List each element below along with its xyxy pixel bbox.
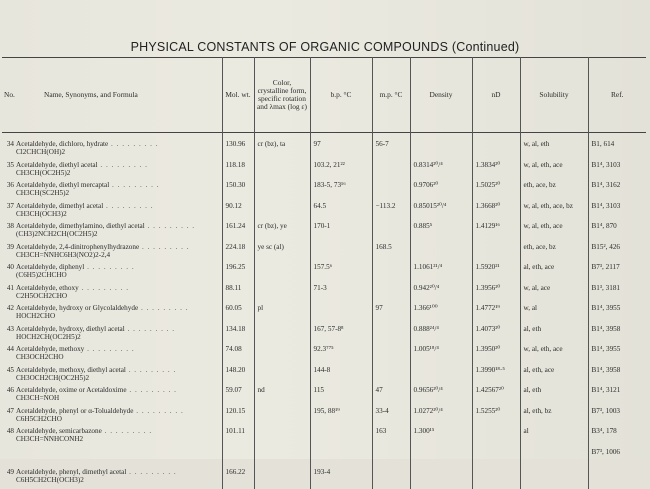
name-cell: [2, 427, 222, 448]
mp-cell: [372, 468, 410, 489]
table-row: [2, 386, 646, 407]
solubility-cell: [520, 448, 588, 469]
header-name-label: Name, Synonyms, and Formula: [44, 89, 138, 99]
name-cell: [2, 263, 222, 284]
solubility-cell: al, eth, ace: [520, 366, 588, 387]
compound-name: Acetaldehyde, phenyl or α-Tolualdehyde: [16, 406, 134, 415]
row-number: 43: [6, 324, 14, 333]
compound-formula: CH3CH=NNHCONH2: [16, 435, 84, 443]
compound-name: Acetaldehyde, 2,4-dinitrophenylhydrazone: [16, 242, 140, 251]
table-row: [2, 161, 646, 182]
bp-cell: 193-4: [310, 468, 372, 489]
solubility-cell: w, al, eth, ace: [520, 345, 588, 366]
table-row: [2, 222, 646, 243]
table-row: [2, 468, 646, 489]
density-cell: [410, 243, 472, 264]
mp-cell: [372, 284, 410, 305]
name-line: [4, 448, 220, 456]
color-cell: [254, 181, 310, 202]
nd-cell: 1.42567²⁰: [472, 386, 520, 407]
name-cell: [2, 366, 222, 387]
solubility-cell: eth, ace, bz: [520, 181, 588, 202]
name-line: [4, 468, 220, 476]
density-cell: 0.9706²⁰: [410, 181, 472, 202]
ref-cell: B1, 614: [588, 140, 646, 161]
leader-dots: . . . . . . . . .: [138, 304, 189, 312]
name-line: [4, 181, 220, 189]
nd-cell: 1.5025²⁰: [472, 181, 520, 202]
density-cell: [410, 468, 472, 489]
name-cell: [2, 284, 222, 305]
compound-formula: HOCH2CHO: [16, 312, 56, 320]
color-cell: [254, 468, 310, 489]
bp-cell: 157.5⁶: [310, 263, 372, 284]
ref-cell: B1⁴, 3958: [588, 366, 646, 387]
mp-cell: 168.5: [372, 243, 410, 264]
compound-name: Acetaldehyde, dichloro, hydrate: [16, 140, 109, 148]
ref-cell: B1⁴, 870: [588, 222, 646, 243]
nd-cell: 1.3956²⁰: [472, 284, 520, 305]
header-mol: Mol. wt.: [222, 58, 254, 133]
density-cell: [410, 140, 472, 161]
nd-cell: 1.3668²⁰: [472, 202, 520, 223]
mol-wt-cell: 101.11: [222, 427, 254, 448]
name-line: [4, 140, 220, 148]
ref-cell: B1⁴, 3103: [588, 161, 646, 182]
compound-formula: Cl2CHCH(OH)2: [16, 148, 66, 156]
solubility-cell: w, al, eth, ace, bz: [520, 202, 588, 223]
name-line: [4, 366, 220, 374]
compound-formula: (C6H5)2CHCHO: [16, 271, 67, 279]
name-cell: [2, 407, 222, 428]
compound-name: Acetaldehyde, dimethylamino, diethyl acetal: [16, 222, 145, 230]
mol-wt-cell: 224.18: [222, 243, 254, 264]
ref-cell: B1⁴, 3955: [588, 345, 646, 366]
ref-cell: [588, 468, 646, 489]
ref-cell: B7³, 1003: [588, 407, 646, 428]
name-line: [4, 263, 220, 271]
name-line: [4, 304, 220, 312]
color-cell: nd: [254, 386, 310, 407]
name-cell: [2, 325, 222, 346]
table-body: [2, 133, 646, 489]
color-cell: [254, 366, 310, 387]
compound-name: Acetaldehyde, dimethyl acetal: [16, 201, 104, 210]
compound-name: Acetaldehyde, diethyl acetal: [16, 160, 98, 169]
mp-cell: 56-7: [372, 140, 410, 161]
nd-cell: 1.4073²⁰: [472, 325, 520, 346]
density-cell: 0.888²⁴/⁴: [410, 325, 472, 346]
leader-dots: . . . . . . . . .: [84, 263, 135, 271]
mp-cell: −113.2: [372, 202, 410, 223]
mol-wt-cell: 166.22: [222, 468, 254, 489]
bp-cell: 103.2, 21²²: [310, 161, 372, 182]
nd-cell: 1.3950²⁰: [472, 345, 520, 366]
row-number: 38: [6, 222, 14, 230]
color-cell: [254, 263, 310, 284]
name-cell: [2, 161, 222, 182]
mp-cell: [372, 181, 410, 202]
mol-wt-cell: 88.11: [222, 284, 254, 305]
row-number: 49: [6, 468, 14, 476]
name-cell: [2, 468, 222, 489]
row-number: 37: [6, 201, 14, 210]
bp-cell: 97: [310, 140, 372, 161]
leader-dots: . . . . . . . . .: [109, 181, 160, 189]
row-number: 40: [6, 263, 14, 271]
leader-dots: . . . . . . . . .: [78, 283, 130, 292]
name-cell: [2, 448, 222, 469]
name-cell: [2, 222, 222, 243]
compound-formula: C2H5OCH2CHO: [16, 291, 68, 300]
ref-cell: B7³, 2117: [588, 263, 646, 284]
mol-wt-cell: 148.20: [222, 366, 254, 387]
mp-cell: [372, 325, 410, 346]
leader-dots: . . . . . . . . .: [103, 201, 154, 210]
solubility-cell: w, al, eth, ace: [520, 222, 588, 243]
row-number: 45: [6, 365, 14, 374]
table-row: [2, 140, 646, 161]
nd-cell: [472, 448, 520, 469]
leader-dots: . . . . . . . . .: [126, 468, 177, 476]
mol-wt-cell: 150.30: [222, 181, 254, 202]
name-cell: [2, 202, 222, 223]
mp-cell: 97: [372, 304, 410, 325]
compound-formula: C6H5CH2CH(OCH3)2: [16, 476, 84, 484]
density-cell: 1.366¹⁰⁰: [410, 304, 472, 325]
row-number: 34: [6, 140, 14, 148]
compound-formula: (CH3)2NCH2CH(OC2H5)2: [16, 230, 98, 238]
header-mp: m.p. °C: [372, 58, 410, 133]
nd-cell: [472, 243, 520, 264]
leader-dots: . . . . . . . . .: [126, 386, 177, 394]
solubility-cell: w, al, ace: [520, 284, 588, 305]
compound-formula: CH3CH(OCH3)2: [16, 209, 67, 218]
name-cell: [2, 345, 222, 366]
bp-cell: 64.5: [310, 202, 372, 223]
nd-cell: 1.5255²⁰: [472, 407, 520, 428]
density-cell: 1.1061²¹/⁴: [410, 263, 472, 284]
mp-cell: 47: [372, 386, 410, 407]
name-line: [4, 202, 220, 210]
row-number: 47: [6, 406, 14, 415]
name-cell: [2, 243, 222, 264]
mp-cell: [372, 222, 410, 243]
name-line: [4, 407, 220, 415]
density-cell: 0.9656²⁰/⁴: [410, 386, 472, 407]
name-line: [4, 345, 220, 353]
header-density: Density: [410, 58, 472, 133]
compound-name: Acetaldehyde, phenyl, dimethyl acetal: [16, 468, 127, 476]
compound-name: Acetaldehyde, methoxy: [16, 345, 85, 353]
table-row: [2, 366, 646, 387]
bp-cell: [310, 448, 372, 469]
bp-cell: [310, 427, 372, 448]
row-number: 41: [6, 283, 14, 292]
name-cell: [2, 304, 222, 325]
color-cell: ye sc (al): [254, 243, 310, 264]
row-number: 44: [6, 345, 14, 353]
solubility-cell: al: [520, 427, 588, 448]
ref-cell: B1⁴, 3103: [588, 202, 646, 223]
color-cell: [254, 427, 310, 448]
compound-name: Acetaldehyde, semicarbazone: [16, 427, 102, 435]
bp-cell: 115: [310, 386, 372, 407]
bp-cell: 170-1: [310, 222, 372, 243]
name-line: [4, 161, 220, 169]
leader-dots: . . . . . . . . .: [133, 406, 184, 415]
color-cell: pl: [254, 304, 310, 325]
name-line: [4, 427, 220, 435]
row-number: 35: [6, 160, 14, 169]
mol-wt-cell: 60.05: [222, 304, 254, 325]
mp-cell: [372, 263, 410, 284]
nd-cell: [472, 468, 520, 489]
ref-cell: B15², 426: [588, 243, 646, 264]
table-row: [2, 284, 646, 305]
solubility-cell: w, al: [520, 304, 588, 325]
solubility-cell: al, eth: [520, 386, 588, 407]
leader-dots: . . . . . . . . .: [144, 222, 196, 230]
ref-cell: B1³, 3181: [588, 284, 646, 305]
table-row: [2, 448, 646, 469]
row-number: 36: [6, 181, 14, 189]
mol-wt-cell: 118.18: [222, 161, 254, 182]
table-row: [2, 263, 646, 284]
mol-wt-cell: [222, 448, 254, 469]
mp-cell: 163: [372, 427, 410, 448]
compound-formula: HOCH2CH(OC2H5)2: [16, 332, 81, 341]
name-line: [4, 386, 220, 394]
leader-dots: . . . . . . . . .: [97, 160, 148, 169]
compound-formula: CH3OCH2CHO: [16, 353, 64, 361]
compound-name: Acetaldehyde, oxime or Acetaldoxime: [16, 386, 127, 394]
row-number: 39: [6, 242, 14, 251]
compound-formula: CH3CH(OC2H5)2: [16, 168, 71, 177]
nd-cell: 1.5920²¹: [472, 263, 520, 284]
density-cell: 1.005¹⁸/⁴: [410, 345, 472, 366]
name-line: [4, 284, 220, 292]
density-cell: 1.0272²⁰/⁴: [410, 407, 472, 428]
name-line: [4, 325, 220, 333]
table-row: [2, 304, 646, 325]
density-cell: 1.300¹⁵: [410, 427, 472, 448]
compound-name: Acetaldehyde, diphenyl: [16, 263, 85, 271]
mol-wt-cell: 59.07: [222, 386, 254, 407]
name-line: [4, 243, 220, 251]
leader-dots: . . . . . . . . .: [101, 427, 153, 435]
table-row: [2, 243, 646, 264]
density-cell: 0.885⁵: [410, 222, 472, 243]
compound-name: Acetaldehyde, methoxy, diethyl acetal: [16, 365, 126, 374]
density-cell: 0.85015²⁰/⁴: [410, 202, 472, 223]
nd-cell: 1.3990¹⁸·⁵: [472, 366, 520, 387]
solubility-cell: eth, ace, bz: [520, 243, 588, 264]
row-number: 46: [6, 386, 14, 394]
table-row: [2, 407, 646, 428]
page-title: PHYSICAL CONSTANTS OF ORGANIC COMPOUNDS (Continued): [130, 40, 520, 54]
color-cell: [254, 325, 310, 346]
color-cell: [254, 284, 310, 305]
bp-cell: 92.3⁷⁷⁵: [310, 345, 372, 366]
mol-wt-cell: 134.18: [222, 325, 254, 346]
leader-dots: . . . . . . . . .: [108, 140, 159, 148]
ref-cell: B3⁴, 178: [588, 427, 646, 448]
mol-wt-cell: 120.15: [222, 407, 254, 428]
nd-cell: 1.3834²⁰: [472, 161, 520, 182]
solubility-cell: al, eth, bz: [520, 407, 588, 428]
mp-cell: [372, 448, 410, 469]
mp-cell: [372, 345, 410, 366]
compound-formula: CH3CH=NOH: [16, 394, 60, 402]
table-row: [2, 325, 646, 346]
mol-wt-cell: 74.08: [222, 345, 254, 366]
mol-wt-cell: 90.12: [222, 202, 254, 223]
color-cell: [254, 448, 310, 469]
ref-cell: B1⁴, 3958: [588, 325, 646, 346]
table-row: [2, 202, 646, 223]
bp-cell: 183-5, 73¹⁶: [310, 181, 372, 202]
color-cell: [254, 202, 310, 223]
header-color: Color, crystalline form, specific rotation and λmax (log ε): [254, 58, 310, 133]
name-cell: [2, 181, 222, 202]
density-cell: [410, 366, 472, 387]
mol-wt-cell: 196.25: [222, 263, 254, 284]
compound-name: Acetaldehyde, hydroxy, diethyl acetal: [16, 324, 125, 333]
mp-cell: 33-4: [372, 407, 410, 428]
compound-name: Acetaldehyde, ethoxy: [16, 283, 79, 292]
density-cell: 0.8314²⁰/⁴: [410, 161, 472, 182]
header-row: [2, 58, 646, 133]
header-no: No.: [4, 89, 15, 99]
bp-cell: 71-3: [310, 284, 372, 305]
table-row: [2, 427, 646, 448]
row-number: 48: [6, 427, 14, 435]
color-cell: [254, 161, 310, 182]
header-nd: nD: [472, 58, 520, 133]
solubility-cell: al, eth: [520, 325, 588, 346]
mol-wt-cell: 161.24: [222, 222, 254, 243]
ref-cell: B1⁴, 3121: [588, 386, 646, 407]
color-cell: cr (bz), ye: [254, 222, 310, 243]
compound-formula: CH3CH(SC2H5)2: [16, 189, 70, 197]
solubility-cell: al, eth, ace: [520, 263, 588, 284]
bp-cell: [310, 304, 372, 325]
solubility-cell: w, al, eth: [520, 140, 588, 161]
leader-dots: . . . . . . . . .: [139, 242, 190, 251]
table-row: [2, 345, 646, 366]
bp-cell: 167, 57-8⁸: [310, 325, 372, 346]
bp-cell: [310, 243, 372, 264]
compound-formula: CH3OCH2CH(OC2H5)2: [16, 373, 90, 382]
compound-formula: CH3CH=NNHC6H3(NO2)2-2,4: [16, 250, 111, 259]
color-cell: [254, 407, 310, 428]
name-cell: [2, 140, 222, 161]
solubility-cell: w, al, eth, ace: [520, 161, 588, 182]
density-cell: 0.942²⁰/⁴: [410, 284, 472, 305]
header-solubility: Solubility: [520, 58, 588, 133]
compound-name: Acetaldehyde, hydroxy or Glycolaldehyde: [16, 304, 139, 312]
compound-formula: C6H5CH2CHO: [16, 414, 62, 423]
header-name: [2, 58, 222, 133]
header-bp: b.p. °C: [310, 58, 372, 133]
color-cell: [254, 345, 310, 366]
nd-cell: 1.4129¹⁶: [472, 222, 520, 243]
leader-dots: . . . . . . . . .: [124, 324, 176, 333]
mp-cell: [372, 161, 410, 182]
constants-table: [2, 57, 646, 489]
nd-cell: [472, 427, 520, 448]
ref-cell: B1⁴, 3955: [588, 304, 646, 325]
leader-dots: . . . . . . . . .: [84, 345, 135, 353]
solubility-cell: [520, 468, 588, 489]
mp-cell: [372, 366, 410, 387]
bp-cell: 195, 88¹⁹: [310, 407, 372, 428]
nd-cell: 1.4772¹⁹: [472, 304, 520, 325]
color-cell: cr (bz), ta: [254, 140, 310, 161]
table-row: [2, 181, 646, 202]
spacer-row: [2, 133, 646, 141]
row-number: 42: [6, 304, 14, 312]
header-ref: Ref.: [588, 58, 646, 133]
density-cell: [410, 448, 472, 469]
nd-cell: [472, 140, 520, 161]
leader-dots: . . . . . . . . .: [125, 365, 177, 374]
compound-name: Acetaldehyde, diethyl mercaptal: [16, 181, 110, 189]
mol-wt-cell: 130.96: [222, 140, 254, 161]
bp-cell: 144-8: [310, 366, 372, 387]
name-line: [4, 222, 220, 230]
name-cell: [2, 386, 222, 407]
ref-cell: B1⁴, 3162: [588, 181, 646, 202]
ref-cell: B7³, 1006: [588, 448, 646, 469]
